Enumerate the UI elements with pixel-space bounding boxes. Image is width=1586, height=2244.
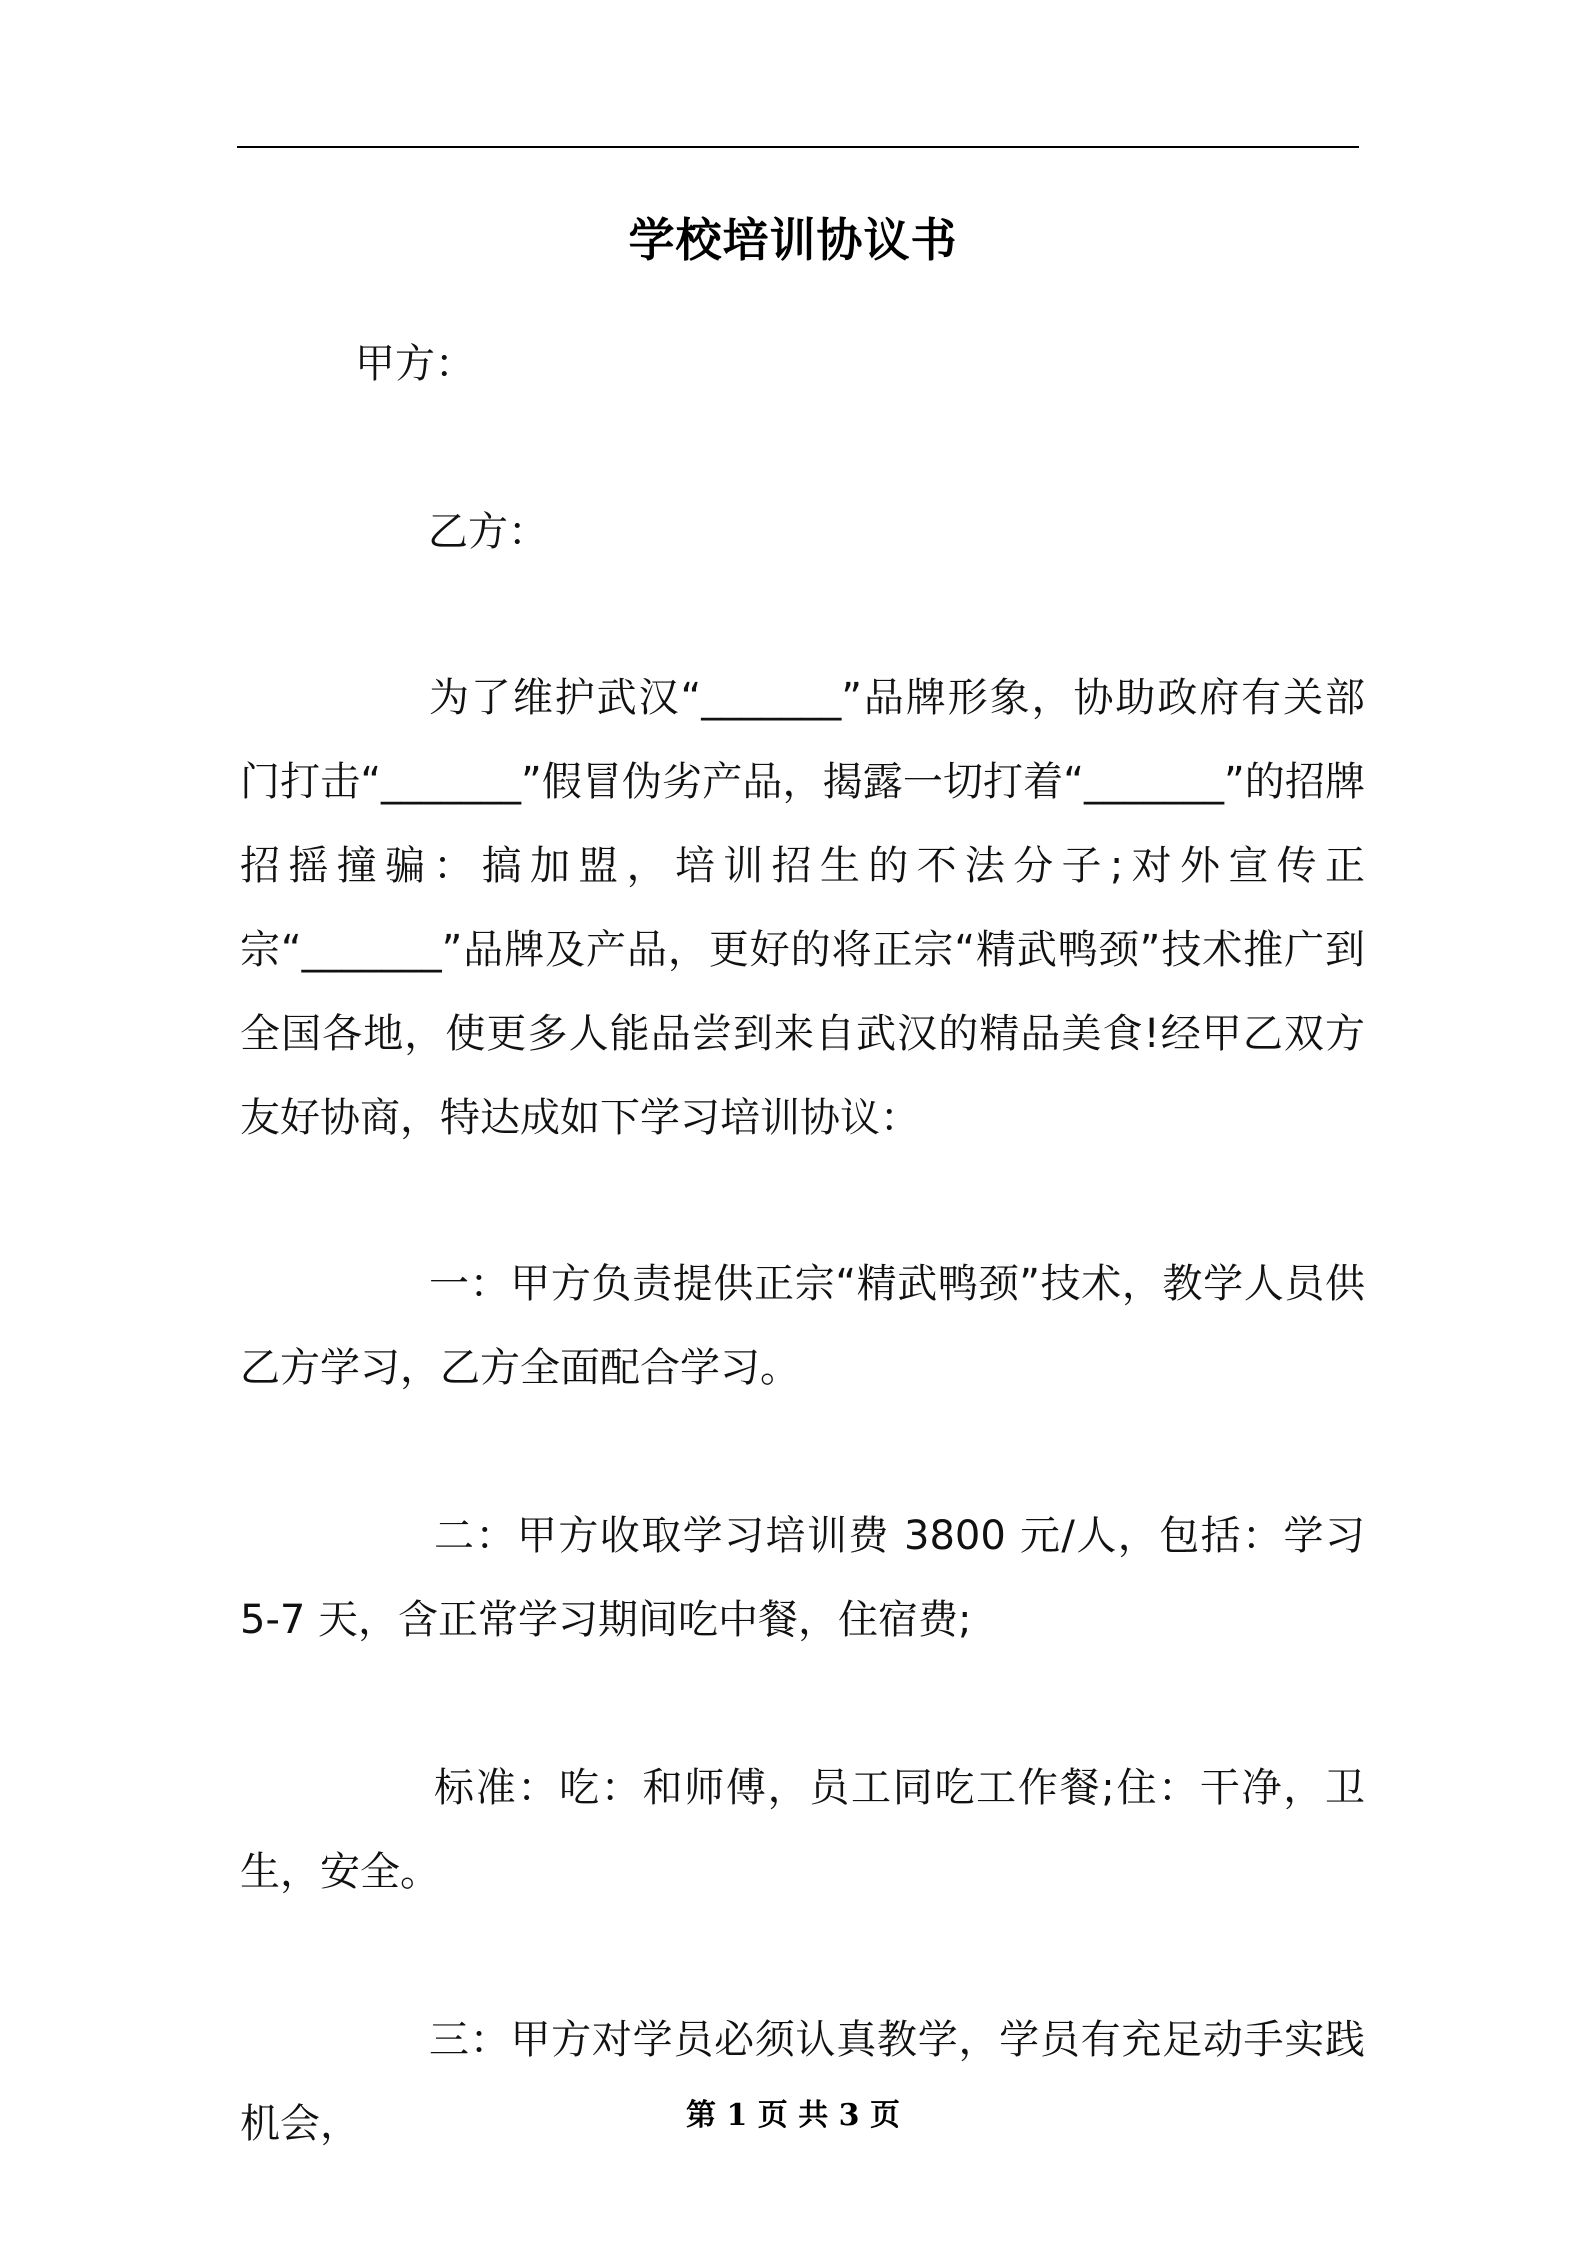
- intro-paragraph: 为了维护武汉“_______”品牌形象，协助政府有关部门打击“_______”假冒伪劣产品，揭露一切打着“_______”的招牌招摇撞骗：搞加盟，培训招生的不法分子;对外宣传正宗“_______”品牌及产品，更好的将正宗“精武鸭颈”技术推广到全国各地，使更多人能品尝到来自武汉的精品美食!经甲乙双方友好协商，特达成如下学习培训协议：: [240, 675, 1365, 1141]
- clause-1-paragraph: 一：甲方负责提供正宗“精武鸭颈”技术，教学人员供乙方学习，乙方全面配合学习。: [240, 1261, 1365, 1391]
- standard-paragraph: 标准：吃：和师傅，员工同吃工作餐;住：干净，卫生，安全。: [240, 1765, 1365, 1895]
- party-b-label: 乙方：: [428, 509, 548, 555]
- clause-2-paragraph: 二：甲方收取学习培训费 3800 元/人，包括：学习 5-7 天，含正常学习期间吃中餐，住宿费;: [240, 1513, 1365, 1643]
- header-rule: [237, 146, 1359, 148]
- page-number-footer: 第 1 页 共 3 页: [686, 2098, 900, 2133]
- document-title: 学校培训协议书: [628, 213, 958, 267]
- clause-3-paragraph: 三：甲方对学员必须认真教学，学员有充足动手实践机会，: [240, 2017, 1365, 2147]
- party-a-label: 甲方：: [355, 341, 475, 387]
